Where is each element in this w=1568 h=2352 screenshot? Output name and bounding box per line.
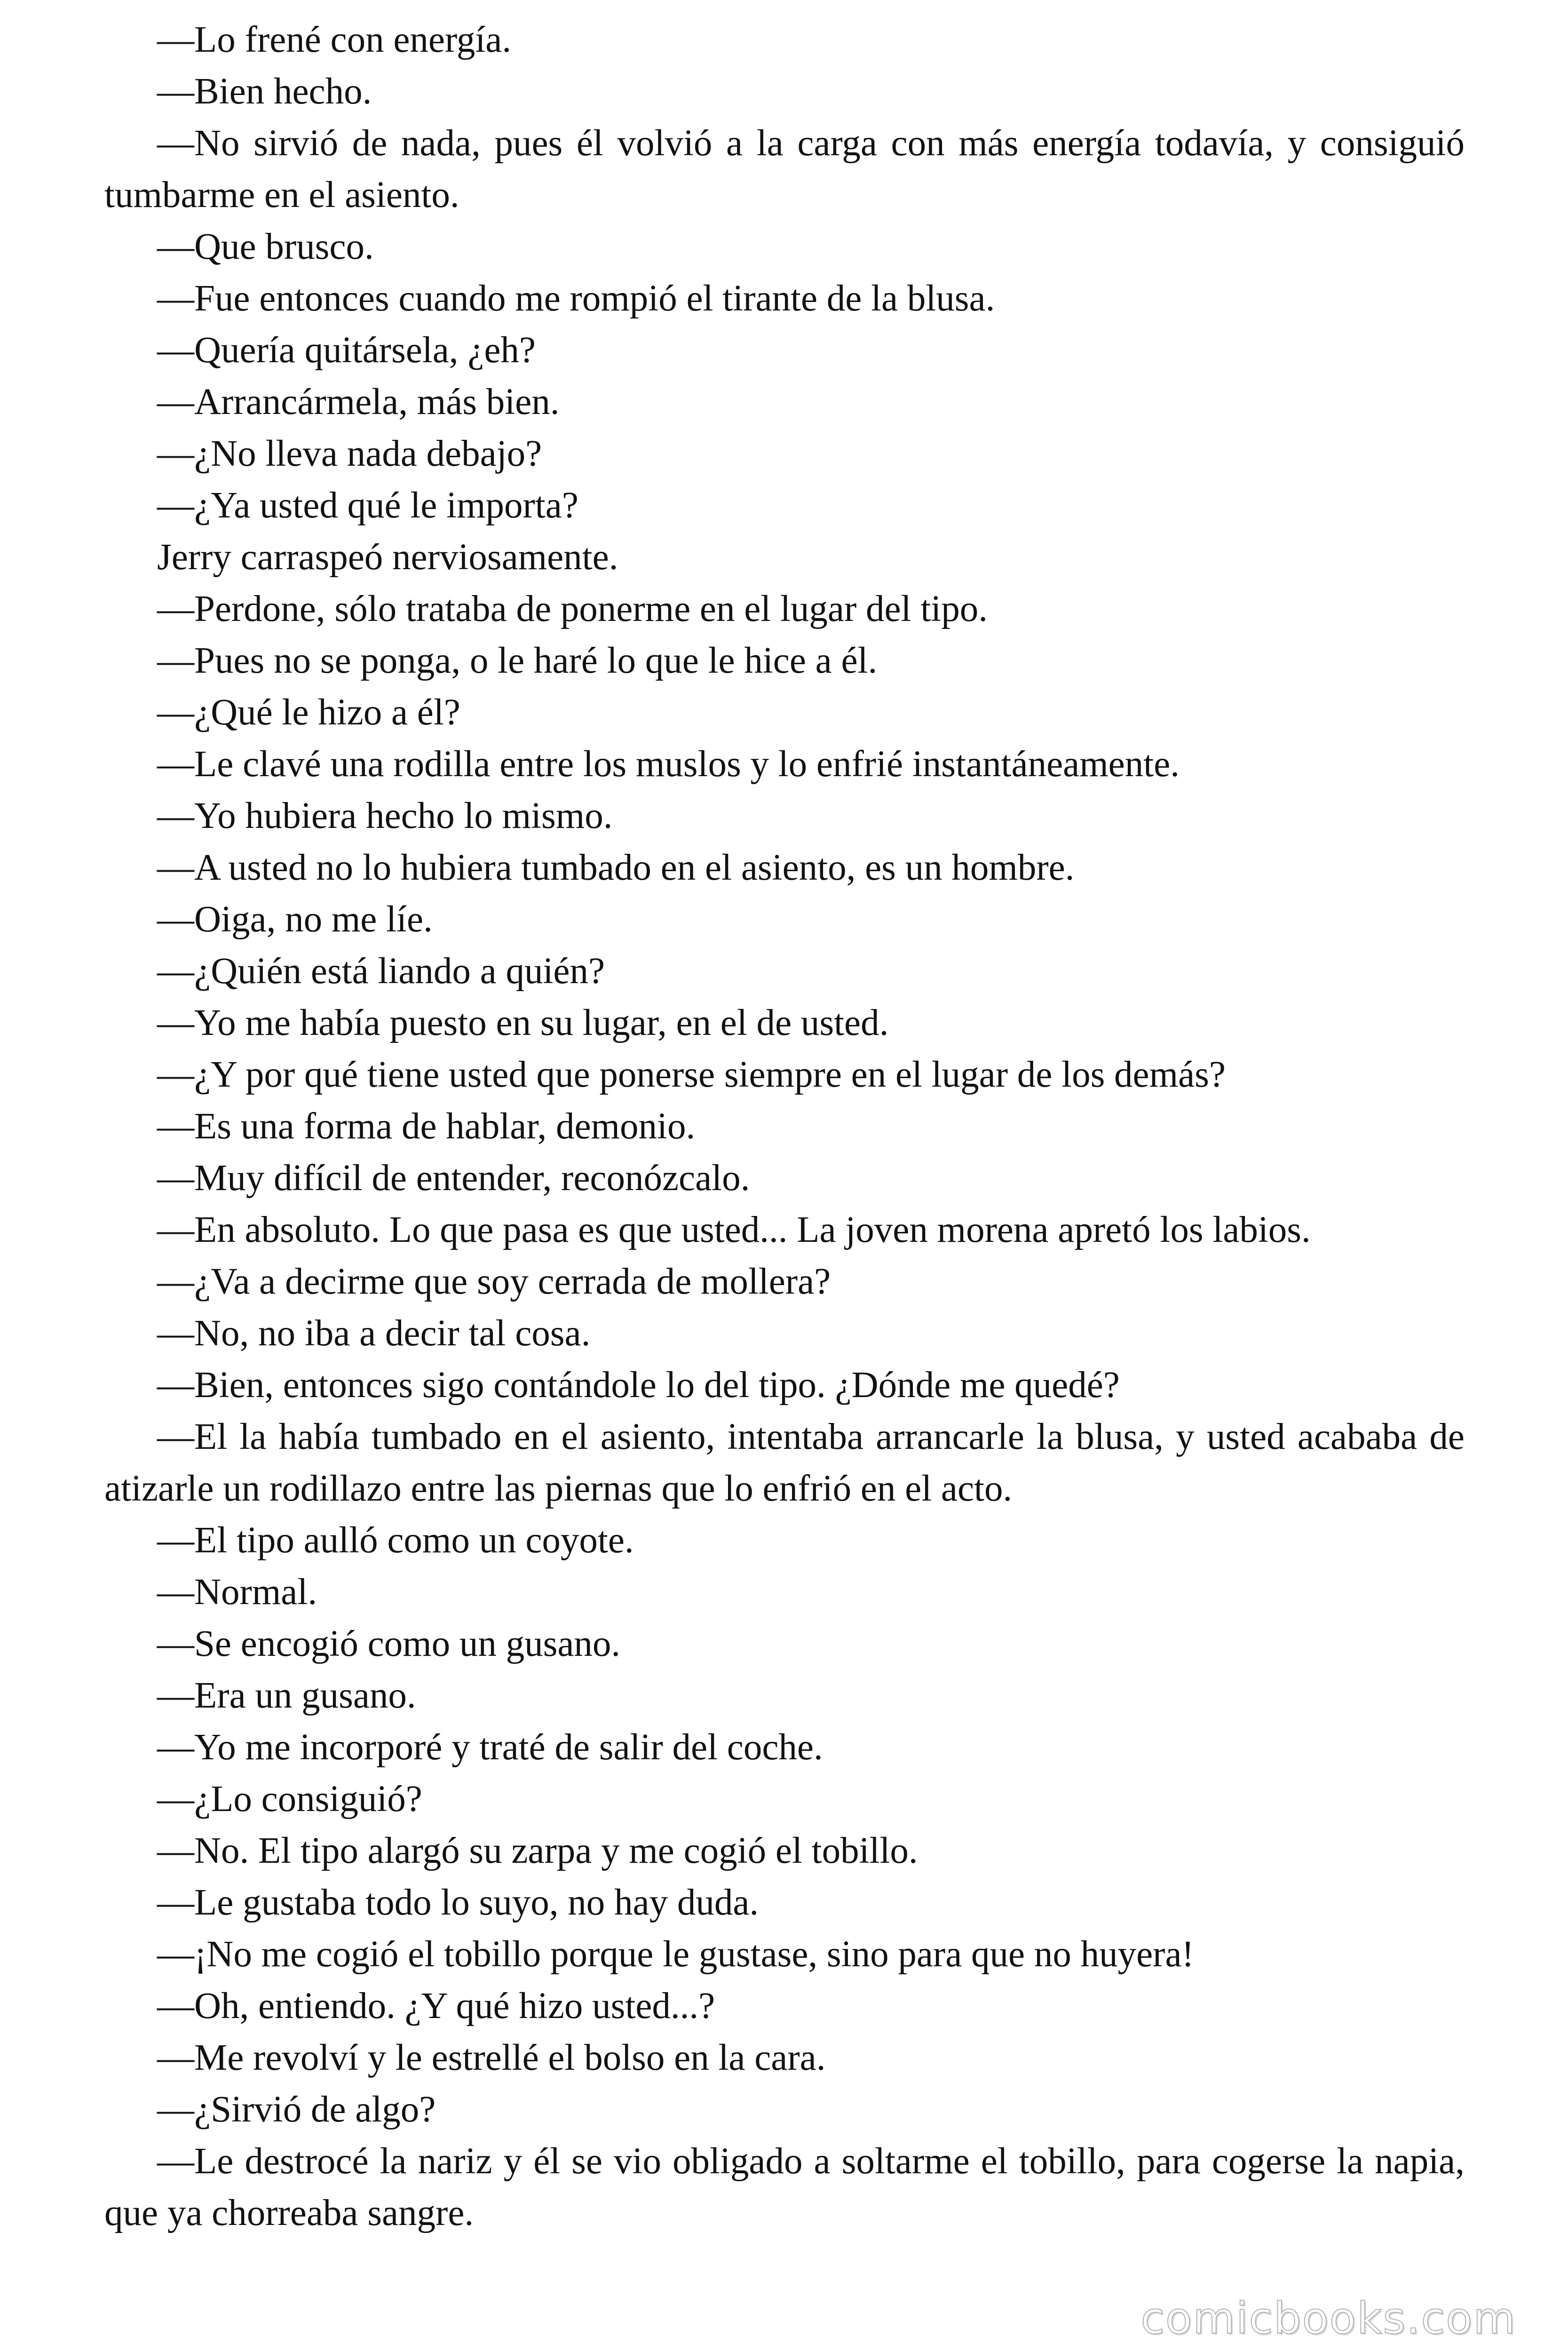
paragraph: —Que brusco.: [157, 226, 374, 267]
paragraph: —Oiga, no me líe.: [157, 899, 433, 940]
paragraph: —Era un gusano.: [157, 1675, 416, 1716]
paragraph: —El tipo aulló como un coyote.: [157, 1520, 634, 1561]
paragraph: —Yo me había puesto en su lugar, en el de usted.: [157, 1002, 889, 1043]
paragraph: —¿Y por qué tiene usted que ponerse siempre en el lugar de los demás?: [157, 1054, 1226, 1095]
paragraph: —¡No me cogió el tobillo porque le gustase, sino para que no huyera!: [157, 1934, 1194, 1975]
paragraph: —¿Qué le hizo a él?: [157, 692, 460, 733]
paragraph: —Le gustaba todo lo suyo, no hay duda.: [157, 1882, 759, 1923]
paragraph: —¿Va a decirme que soy cerrada de mollera?: [157, 1261, 831, 1302]
paragraph: —Le clavé una rodilla entre los muslos y lo enfrié instantáneamente.: [157, 744, 1180, 785]
paragraph: Jerry carraspeó nerviosamente.: [157, 537, 618, 578]
paragraph: —Perdone, sólo trataba de ponerme en el lugar del tipo.: [157, 588, 988, 629]
paragraph: —¿Ya usted qué le importa?: [157, 485, 578, 526]
paragraph: —Es una forma de hablar, demonio.: [157, 1106, 696, 1147]
paragraph: —Muy difícil de entender, reconózcalo.: [157, 1158, 750, 1199]
paragraph: —¿Quién está liando a quién?: [157, 951, 605, 992]
paragraph: —Se encogió como un gusano.: [157, 1623, 621, 1664]
paragraph: —No, no iba a decir tal cosa.: [157, 1313, 591, 1354]
paragraph: —Arrancármela, más bien.: [157, 381, 560, 422]
paragraph: —A usted no lo hubiera tumbado en el asiento, es un hombre.: [157, 847, 1075, 888]
paragraph: —No sirvió de nada, pues él volvió a la carga con más energía todavía, y consiguió tumbarme en el asiento.: [104, 123, 1465, 215]
paragraph: —Normal.: [157, 1572, 317, 1613]
paragraph: —Fue entonces cuando me rompió el tirante de la blusa.: [157, 278, 995, 319]
paragraph: —El la había tumbado en el asiento, intentaba arrancarle la blusa, y usted acababa de atizarle un rodillazo entre las piernas que lo enfrió en el acto.: [104, 1416, 1465, 1509]
paragraph: —Bien, entonces sigo contándole lo del tipo. ¿Dónde me quedé?: [157, 1365, 1120, 1406]
paragraph: —Lo frené con energía.: [157, 19, 512, 60]
paragraph: —Oh, entiendo. ¿Y qué hizo usted...?: [157, 1986, 715, 2026]
paragraph: —Pues no se ponga, o le haré lo que le hice a él.: [157, 640, 878, 681]
paragraph: —Yo me incorporé y traté de salir del coche.: [157, 1727, 823, 1768]
paragraph: —¿Lo consiguió?: [157, 1779, 422, 1820]
paragraph: —¿Sirvió de algo?: [157, 2089, 436, 2130]
paragraph: —¿No lleva nada debajo?: [157, 433, 542, 474]
paragraph: —Yo hubiera hecho lo mismo.: [157, 795, 613, 836]
paragraph: —En absoluto. Lo que pasa es que usted... La joven morena apretó los labios.: [157, 1209, 1311, 1250]
paragraph: —Quería quitársela, ¿eh?: [157, 330, 536, 371]
page-body-text: [104, 14, 1465, 2239]
paragraph: —Bien hecho.: [157, 71, 372, 112]
paragraph: —No. El tipo alargó su zarpa y me cogió el tobillo.: [157, 1830, 918, 1871]
site-watermark: comicbooks.com: [1140, 2293, 1516, 2344]
paragraph: —Le destrocé la nariz y él se vio obligado a soltarme el tobillo, para cogerse la napia, que ya chorreaba sangre.: [104, 2141, 1465, 2233]
paragraph: —Me revolví y le estrellé el bolso en la cara.: [157, 2037, 826, 2078]
